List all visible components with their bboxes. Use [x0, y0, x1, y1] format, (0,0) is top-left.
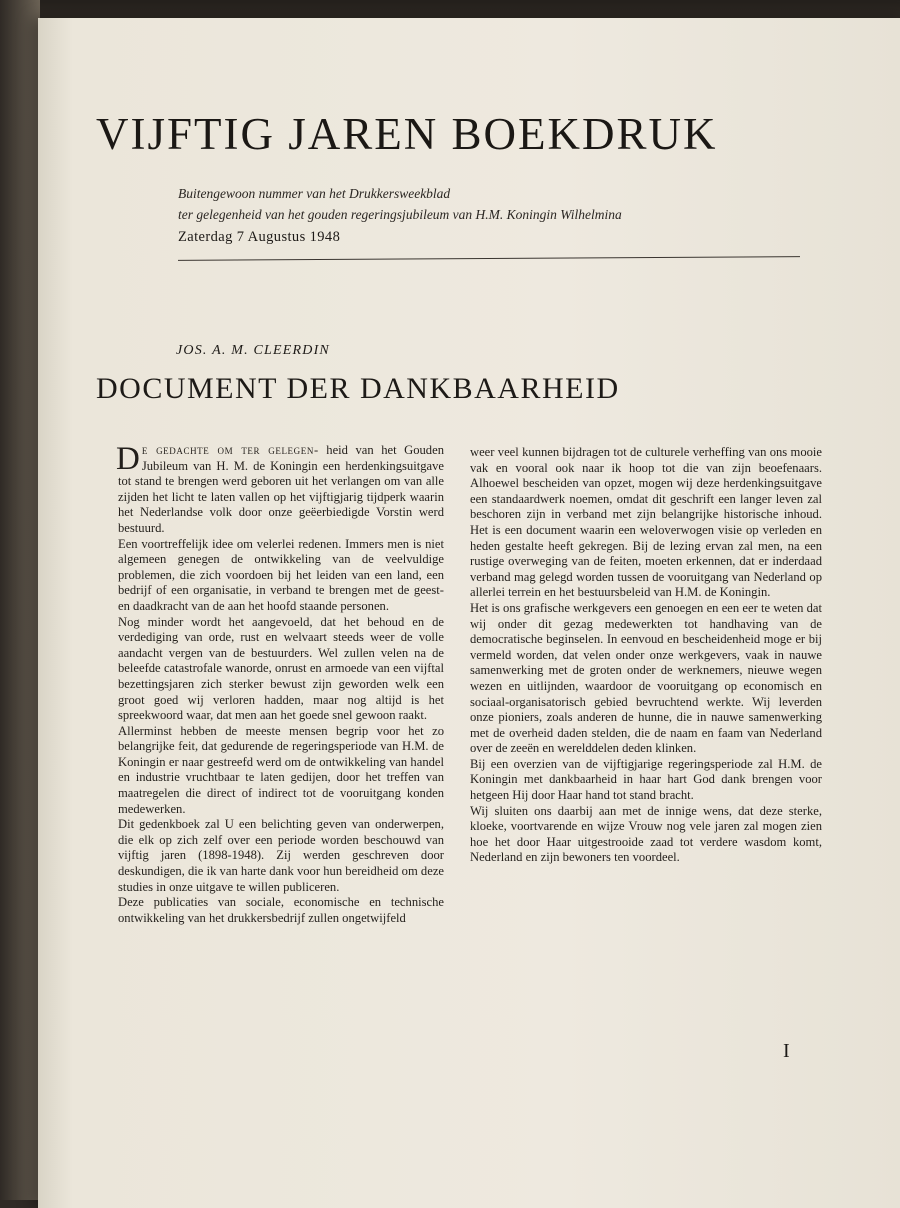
- article-title: DOCUMENT DER DANKBAARHEID: [96, 372, 620, 405]
- paragraph-6: Deze publicaties van sociale, economische en technische ontwikkeling van het drukkersbedrijf zullen ongetwijfeld: [118, 895, 444, 925]
- masthead-subtitle: [178, 183, 738, 225]
- article-author: JOS. A. M. CLEERDIN: [176, 343, 330, 358]
- paragraph-1-text: heid van het Gouden Jubileum van H. M. de Koningin een herdenkingsuitgave tot stand te brengen werd geboren uit het verlangen om van alle zijden het licht te laten vallen op het vijftigjarig tijdperk waarin het Nederlandse volk door onze geëerbiedigde Vorstin werd bestuurd.: [118, 443, 444, 535]
- paragraph-10: Wij sluiten ons daarbij aan met de innige wens, dat deze sterke, kloeke, voortvarende en wijze Vrouw nog vele jaren zal mogen zien hoe het door Haar uitgestrooide zaad tot verdere wasdom komt, Nederland en zijn bewoners ten voordeel.: [470, 803, 822, 865]
- paragraph-1: [118, 443, 444, 537]
- paragraph-9: Bij een overzien van de vijftigjarige regeringsperiode zal H.M. de Koningin met dankbaarheid in haar hart God dank brengen voor hetgeen Hij door Haar hand tot stand bracht.: [470, 756, 822, 803]
- paragraph-4: Allerminst hebben de meeste mensen begrip voor het zo belangrijke feit, dat gedurende de regeringsperiode van H.M. de Koningin er naar gestreefd werd om de ontwikkeling van handel en industrie vruchtbaar te laten gedijen, door het treffen van maatregelen die direct of indirect tot de vooruitgang konden medewerken.: [118, 723, 444, 816]
- masthead-subtitle-line-1: Buitengewoon nummer van het Drukkersweekblad: [178, 186, 451, 201]
- paragraph-5: Dit gedenkboek zal U een belichting geven van onderwerpen, die elk op zich zelf over een periode worden beschouwd van vijftig jaren (1898-1948). Zij werden geschreven door deskundigen, die ik van harte dank voor hun bereidheid om deze studies in onze uitgave te willen publiceren.: [118, 817, 444, 894]
- masthead-title: VIJFTIG JAREN BOEKDRUK: [96, 109, 718, 159]
- page-number: I: [783, 1040, 790, 1062]
- article-column-left: [118, 443, 444, 926]
- opening-smallcaps: e gedachte om ter gelegen-: [141, 443, 319, 457]
- masthead-subtitle-line-2: ter gelegenheid van het gouden regeringsjubileum van H.M. Koningin Wilhelmina: [178, 207, 622, 222]
- masthead-date: Zaterdag 7 Augustus 1948: [178, 229, 341, 245]
- paragraph-2: Een voortreffelijk idee om velerlei redenen. Immers men is niet algemeen genegen de ontwikkeling van de veelvuldige problemen, die zich voordoen bij het leiden van een land, een bedrijf of een organisatie, in verband te brengen met de geest- en daadkracht van de aan het hoofd staande personen.: [118, 536, 444, 613]
- article-column-right: [470, 445, 822, 866]
- paragraph-8: Het is ons grafische werkgevers een genoegen en een eer te weten dat wij onder dit gezag medewerkten tot handhaving van de democratische beginselen. In eenvoud en bescheidenheid moge er bij vermeld worden, dat velen onder onze werkgevers, vaak in nauwe samenwerking met de groten onder de werknemers, nieuwe wegen wezen en uitlijnden, waardoor de vooruitgang op economisch en sociaal-organisatorisch gebied bevruchtend werkte. Wij leverden onze pioniers, zoals anderen de hunne, die in nauwe samenwerking met de overheid daden stelden, die de naam en faam van Nederland over de zeeën en werelddelen deden klinken.: [470, 600, 822, 756]
- paragraph-3: Nog minder wordt het aangevoeld, dat het behoud en de verdediging van orde, rust en welvaart steeds weer de volle aandacht vergen van de bestuurders. Wel zullen velen na de beleefde catastrofale wanorde, onrust en armoede van een vijftal bezettingsjaren zich sterker bewust zijn geworden welk een groot goed wij verloren hadden, maar nog altijd is het spreekwoord waar, dat men aan het goede snel gewoon raakt.: [118, 614, 444, 723]
- paragraph-7: weer veel kunnen bijdragen tot de culturele verheffing van ons mooie vak en vooral ook naar ik hoop tot die van zijn beoefenaars. Alhoewel bescheiden van opzet, mogen wij deze herdenkingsuitgave een standaardwerk noemen, omdat dit geschrift een langer leven zal beschoren zijn in verband met zijn belangrijke historische inhoud. Het is een document waarin een weloverwogen visie op verleden en heden gestalte heeft gekregen. Bij de lezing ervan zal men, na een rustige overweging van de feiten, moeten erkennen, dat er inderdaad verband mag gelegd worden tussen de vooruitgang van Nederland op allerlei terrein en het bestuursbeleid van H.M. de Koningin.: [470, 445, 822, 600]
- drop-cap: D: [116, 441, 140, 477]
- book-spine-shadow: [0, 0, 40, 1200]
